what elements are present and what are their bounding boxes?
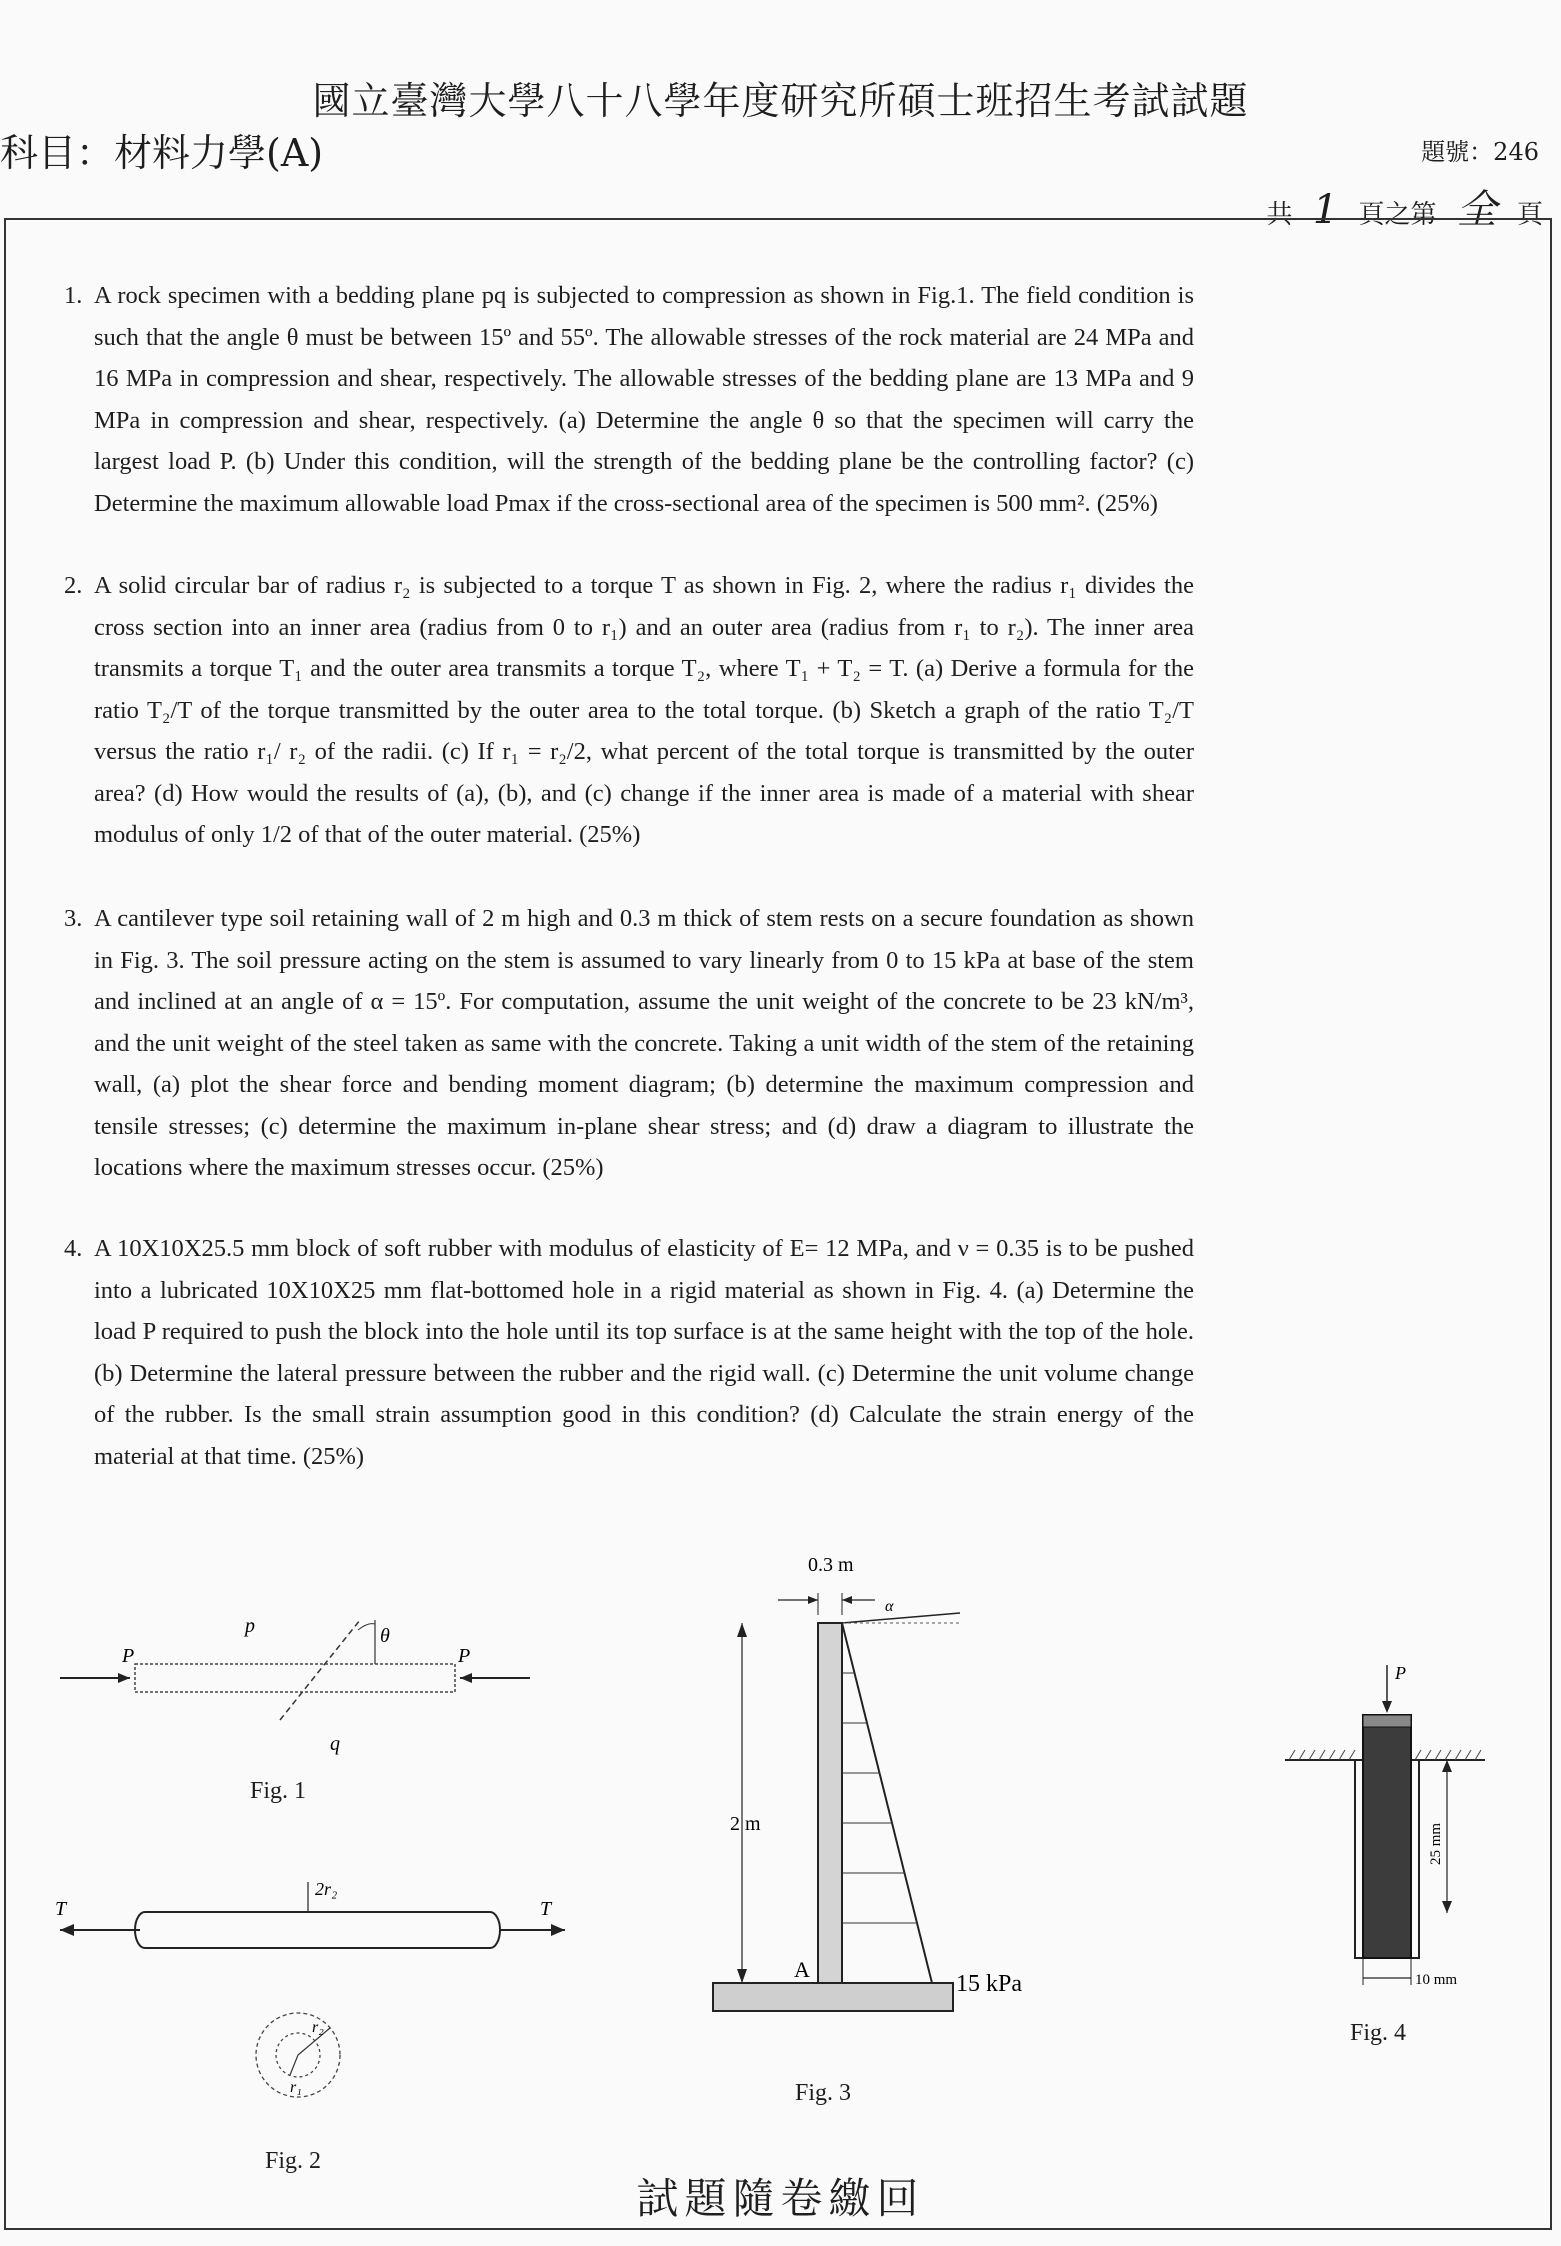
fig3-dimhead-left-icon bbox=[808, 1596, 818, 1604]
figure-1-caption: Fig. 1 bbox=[250, 1778, 307, 1804]
fig3-label-height: 2 m bbox=[730, 1813, 761, 1835]
fig1-arrowhead-right-icon bbox=[460, 1673, 472, 1683]
fig4-label-width: 10 mm bbox=[1415, 1972, 1458, 1988]
pages-current: 全 bbox=[1456, 187, 1497, 233]
question-2-text: A solid circular bar of radius r₂ is subjected to a torque T as shown in Fig. 2, where the radius r₁ divides the cross section into an inner area (radius from 0 to r₁) and an outer area (radius from r₁ to r₂). The inner area transmits a torque T₁ and the outer area transmits a torque T₂, where T₁ + T₂ = T. (a) Derive a formula for the ratio T₂/T of the torque transmitted by the outer area to the total torque. (b) Sketch a graph of the ratio T₂/T versus the ratio r₁/ r₂ of the radii. (c) If r₁ = r₂/2, what percent of the total torque is transmitted by the outer area? (d) How would the results of (a), (b), and (c) change if the inner area is made of a material with shear modulus of only 1/2 of that of the outer material. (25%) bbox=[94, 572, 1194, 848]
figure-4-diagram bbox=[1275, 1655, 1495, 1988]
fig2-label-2r2: 2r₂ bbox=[315, 1879, 338, 1899]
figure-1-diagram bbox=[50, 1600, 540, 1800]
fig3-backfill-slope bbox=[842, 1613, 960, 1623]
pages-total: 1 bbox=[1312, 187, 1339, 233]
fig3-dimhead-right-icon bbox=[842, 1596, 852, 1604]
fig2-radius-r1 bbox=[290, 2055, 298, 2075]
question-2 bbox=[64, 565, 1194, 856]
fig3-label-alpha: α bbox=[885, 1598, 894, 1615]
question-1 bbox=[64, 275, 1194, 524]
figure-3-caption: Fig. 3 bbox=[795, 2080, 852, 2106]
question-3-number: 3. bbox=[64, 905, 83, 932]
fig1-arrowhead-left-icon bbox=[118, 1673, 130, 1683]
figure-3-diagram bbox=[630, 1545, 1050, 2065]
fig2-label-T-right: T bbox=[540, 1898, 552, 1920]
fig1-label-theta: θ bbox=[380, 1625, 390, 1647]
fig4-label-depth: 25 mm bbox=[1428, 1822, 1444, 1865]
fig2-label-r1: r₁ bbox=[290, 2079, 302, 2096]
pages-prefix: 共 bbox=[1266, 200, 1293, 230]
question-1-number: 1. bbox=[64, 282, 83, 309]
footer-note: 試題隨卷繳回 bbox=[636, 2174, 925, 2223]
fig1-label-p: p bbox=[245, 1615, 255, 1637]
fig4-block-top bbox=[1363, 1715, 1411, 1727]
figure-2-diagram bbox=[50, 1860, 570, 2120]
pages-suffix: 頁 bbox=[1516, 200, 1543, 230]
fig3-stem bbox=[818, 1623, 842, 1983]
fig3-label-thickness: 0.3 m bbox=[808, 1554, 854, 1576]
question-1-text: A rock specimen with a bedding plane pq is subjected to compression as shown in Fig.1. The field condition is such that the angle θ must be between 15º and 55º. The allowable stresses of the rock material are 24 MPa and 16 MPa in compression and shear, respectively. The allowable stresses of the bedding plane are 13 MPa and 9 MPa in compression and shear, respectively. (a) Determine the angle θ so that the specimen will carry the largest load P. (b) Under this condition, will the strength of the bedding plane be the controlling factor? (c) Determine the maximum allowable load Pmax if the cross-sectional area of the specimen is 500 mm². (25%) bbox=[94, 282, 1194, 517]
fig1-label-P-right: P bbox=[458, 1645, 471, 1667]
subject-label: 科目：材料力學(A) bbox=[0, 131, 324, 175]
fig2-arrowhead-left-icon bbox=[60, 1924, 74, 1936]
fig1-bedding-plane bbox=[280, 1620, 360, 1720]
fig4-depth-arrowhead-bottom-icon bbox=[1442, 1901, 1452, 1913]
fig2-bar bbox=[135, 1912, 500, 1948]
fig2-label-r2: r₂ bbox=[312, 2019, 324, 2036]
fig4-rubber-block bbox=[1363, 1715, 1411, 1958]
fig3-height-arrowhead-top-icon bbox=[737, 1623, 747, 1637]
fig4-label-P: P bbox=[1395, 1663, 1406, 1683]
fig2-label-T-left: T bbox=[55, 1898, 67, 1920]
fig2-arrowhead-right-icon bbox=[551, 1924, 565, 1936]
fig3-pressure-diagram bbox=[842, 1623, 932, 1983]
fig1-label-q: q bbox=[330, 1733, 340, 1755]
fig1-angle-arc bbox=[358, 1624, 375, 1630]
question-number: 題號：246 bbox=[1421, 138, 1539, 166]
exam-title: 國立臺灣大學八十八學年度研究所碩士班招生考試試題 bbox=[312, 79, 1249, 123]
question-4-text: A 10X10X25.5 mm block of soft rubber with modulus of elasticity of E= 12 MPa, and ν = 0.35 is to be pushed into a lubricated 10X10X25 mm flat-bottomed hole in a rigid material as shown in Fig. 4. (a) Determine the load P required to push the block into the hole until its top surface is at the same height with the top of the hole. (b) Determine the lateral pressure between the rubber and the rigid wall. (c) Determine the unit volume change of the rubber. Is the small strain assumption good in this condition? (d) Calculate the strain energy of the material at that time. (25%) bbox=[94, 1235, 1194, 1470]
fig4-depth-arrowhead-top-icon bbox=[1442, 1760, 1452, 1772]
question-4-number: 4. bbox=[64, 1235, 83, 1262]
fig3-label-pressure: 15 kPa bbox=[956, 1971, 1022, 1997]
fig1-label-P-left: P bbox=[122, 1645, 135, 1667]
fig4-load-arrowhead-icon bbox=[1382, 1701, 1392, 1713]
question-4 bbox=[64, 1228, 1194, 1477]
fig3-label-A: A bbox=[794, 1957, 810, 1982]
pages-middle: 頁之第 bbox=[1358, 200, 1437, 230]
question-3 bbox=[64, 898, 1194, 1189]
fig1-specimen bbox=[135, 1664, 455, 1692]
fig3-footing bbox=[713, 1983, 953, 2011]
fig3-height-arrowhead-bottom-icon bbox=[737, 1969, 747, 1983]
figure-2-caption: Fig. 2 bbox=[265, 2148, 322, 2174]
question-3-text: A cantilever type soil retaining wall of 2 m high and 0.3 m thick of stem rests on a secure foundation as shown in Fig. 3. The soil pressure acting on the stem is assumed to vary linearly from 0 to 15 kPa at base of the stem and inclined at an angle of α = 15º. For computation, assume the unit weight of the concrete to be 23 kN/m³, and the unit weight of the steel taken as same with the concrete. Taking a unit width of the stem of the retaining wall, (a) plot the shear force and bending moment diagram; (b) determine the maximum compression and tensile stresses; (c) determine the maximum in-plane shear stress; and (d) draw a diagram to illustrate the locations where the maximum stresses occur. (25%) bbox=[94, 905, 1194, 1181]
fig3-pressure-hatch bbox=[842, 1673, 917, 1923]
question-2-number: 2. bbox=[64, 572, 83, 599]
figure-4-caption: Fig. 4 bbox=[1350, 2020, 1407, 2046]
